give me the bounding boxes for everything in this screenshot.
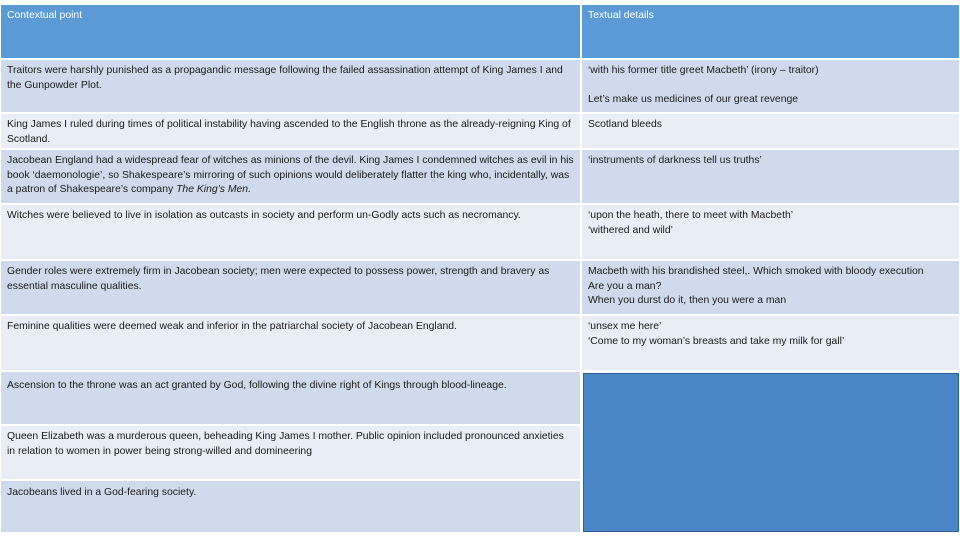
context-table <box>0 4 960 538</box>
detail-line: Scotland bleeds <box>588 119 662 130</box>
header-contextual-point: Contextual point <box>0 4 581 59</box>
header-textual-details: Textual details <box>581 4 960 59</box>
context-cell <box>0 149 581 204</box>
detail-line: Macbeth with his brandished steel,. Which smoked with bloody execution <box>588 266 924 277</box>
context-cell: Witches were believed to live in isolation as outcasts in society and perform un-Godly acts such as necromancy. <box>0 204 581 260</box>
detail-line: ‘instruments of darkness tell us truths’ <box>588 155 762 166</box>
context-text: Jacobeans lived in a God-fearing society. <box>7 487 197 498</box>
context-cell: Traitors were harshly punished as a propagandic message following the failed assassination attempt of King James I and the Gunpowder Plot. <box>0 59 581 113</box>
detail-cell <box>581 204 960 260</box>
detail-line: Are you a man? <box>588 280 662 292</box>
detail-line: ‘Come to my woman’s breasts and take my milk for gall’ <box>588 335 845 347</box>
blank-blue-box <box>583 373 959 532</box>
detail-line: ‘with his former title greet Macbeth’ (irony – traitor) <box>588 65 819 76</box>
context-cell: Queen Elizabeth was a murderous queen, beheading King James I mother. Public opinion included pronounced anxieties in relation to women in power being strong-willed and domineering <box>0 425 581 480</box>
detail-cell <box>581 315 960 371</box>
detail-cell <box>581 59 960 113</box>
detail-line: ‘withered and wild’ <box>588 224 673 236</box>
context-text: Jacobean England had a widespread fear of witches as minions of the devil. King James I condemned witches as evil in his book ‘daemonologie’, so Shakespeare’s mirroring of such opinions would deliberately flatter the king who, incidentally, was a patron of Shakespeare’s company <box>7 155 574 195</box>
context-cell <box>0 480 581 533</box>
detail-line: ‘unsex me here’ <box>588 321 662 332</box>
detail-line: When you durst do it, then you were a man <box>588 295 787 306</box>
company-name: The King’s Men. <box>176 184 251 195</box>
context-text: Ascension to the throne was an act granted by God, following the divine right of Kings through blood-lineage. <box>7 380 507 391</box>
context-cell: Feminine qualities were deemed weak and inferior in the patriarchal society of Jacobean England. <box>0 315 581 371</box>
detail-cell <box>581 113 960 149</box>
detail-line: ‘upon the heath, there to meet with Macbeth’ <box>588 210 794 221</box>
context-cell <box>0 371 581 425</box>
context-cell: Gender roles were extremely firm in Jacobean society; men were expected to possess power, strength and bravery as essential masculine qualities. <box>0 260 581 315</box>
detail-cell <box>581 149 960 204</box>
detail-cell <box>581 260 960 315</box>
context-cell: King James I ruled during times of political instability having ascended to the English throne as the already-reigning King of Scotland. <box>0 113 581 149</box>
detail-line: Let’s make us medicines of our great revenge <box>588 93 799 105</box>
